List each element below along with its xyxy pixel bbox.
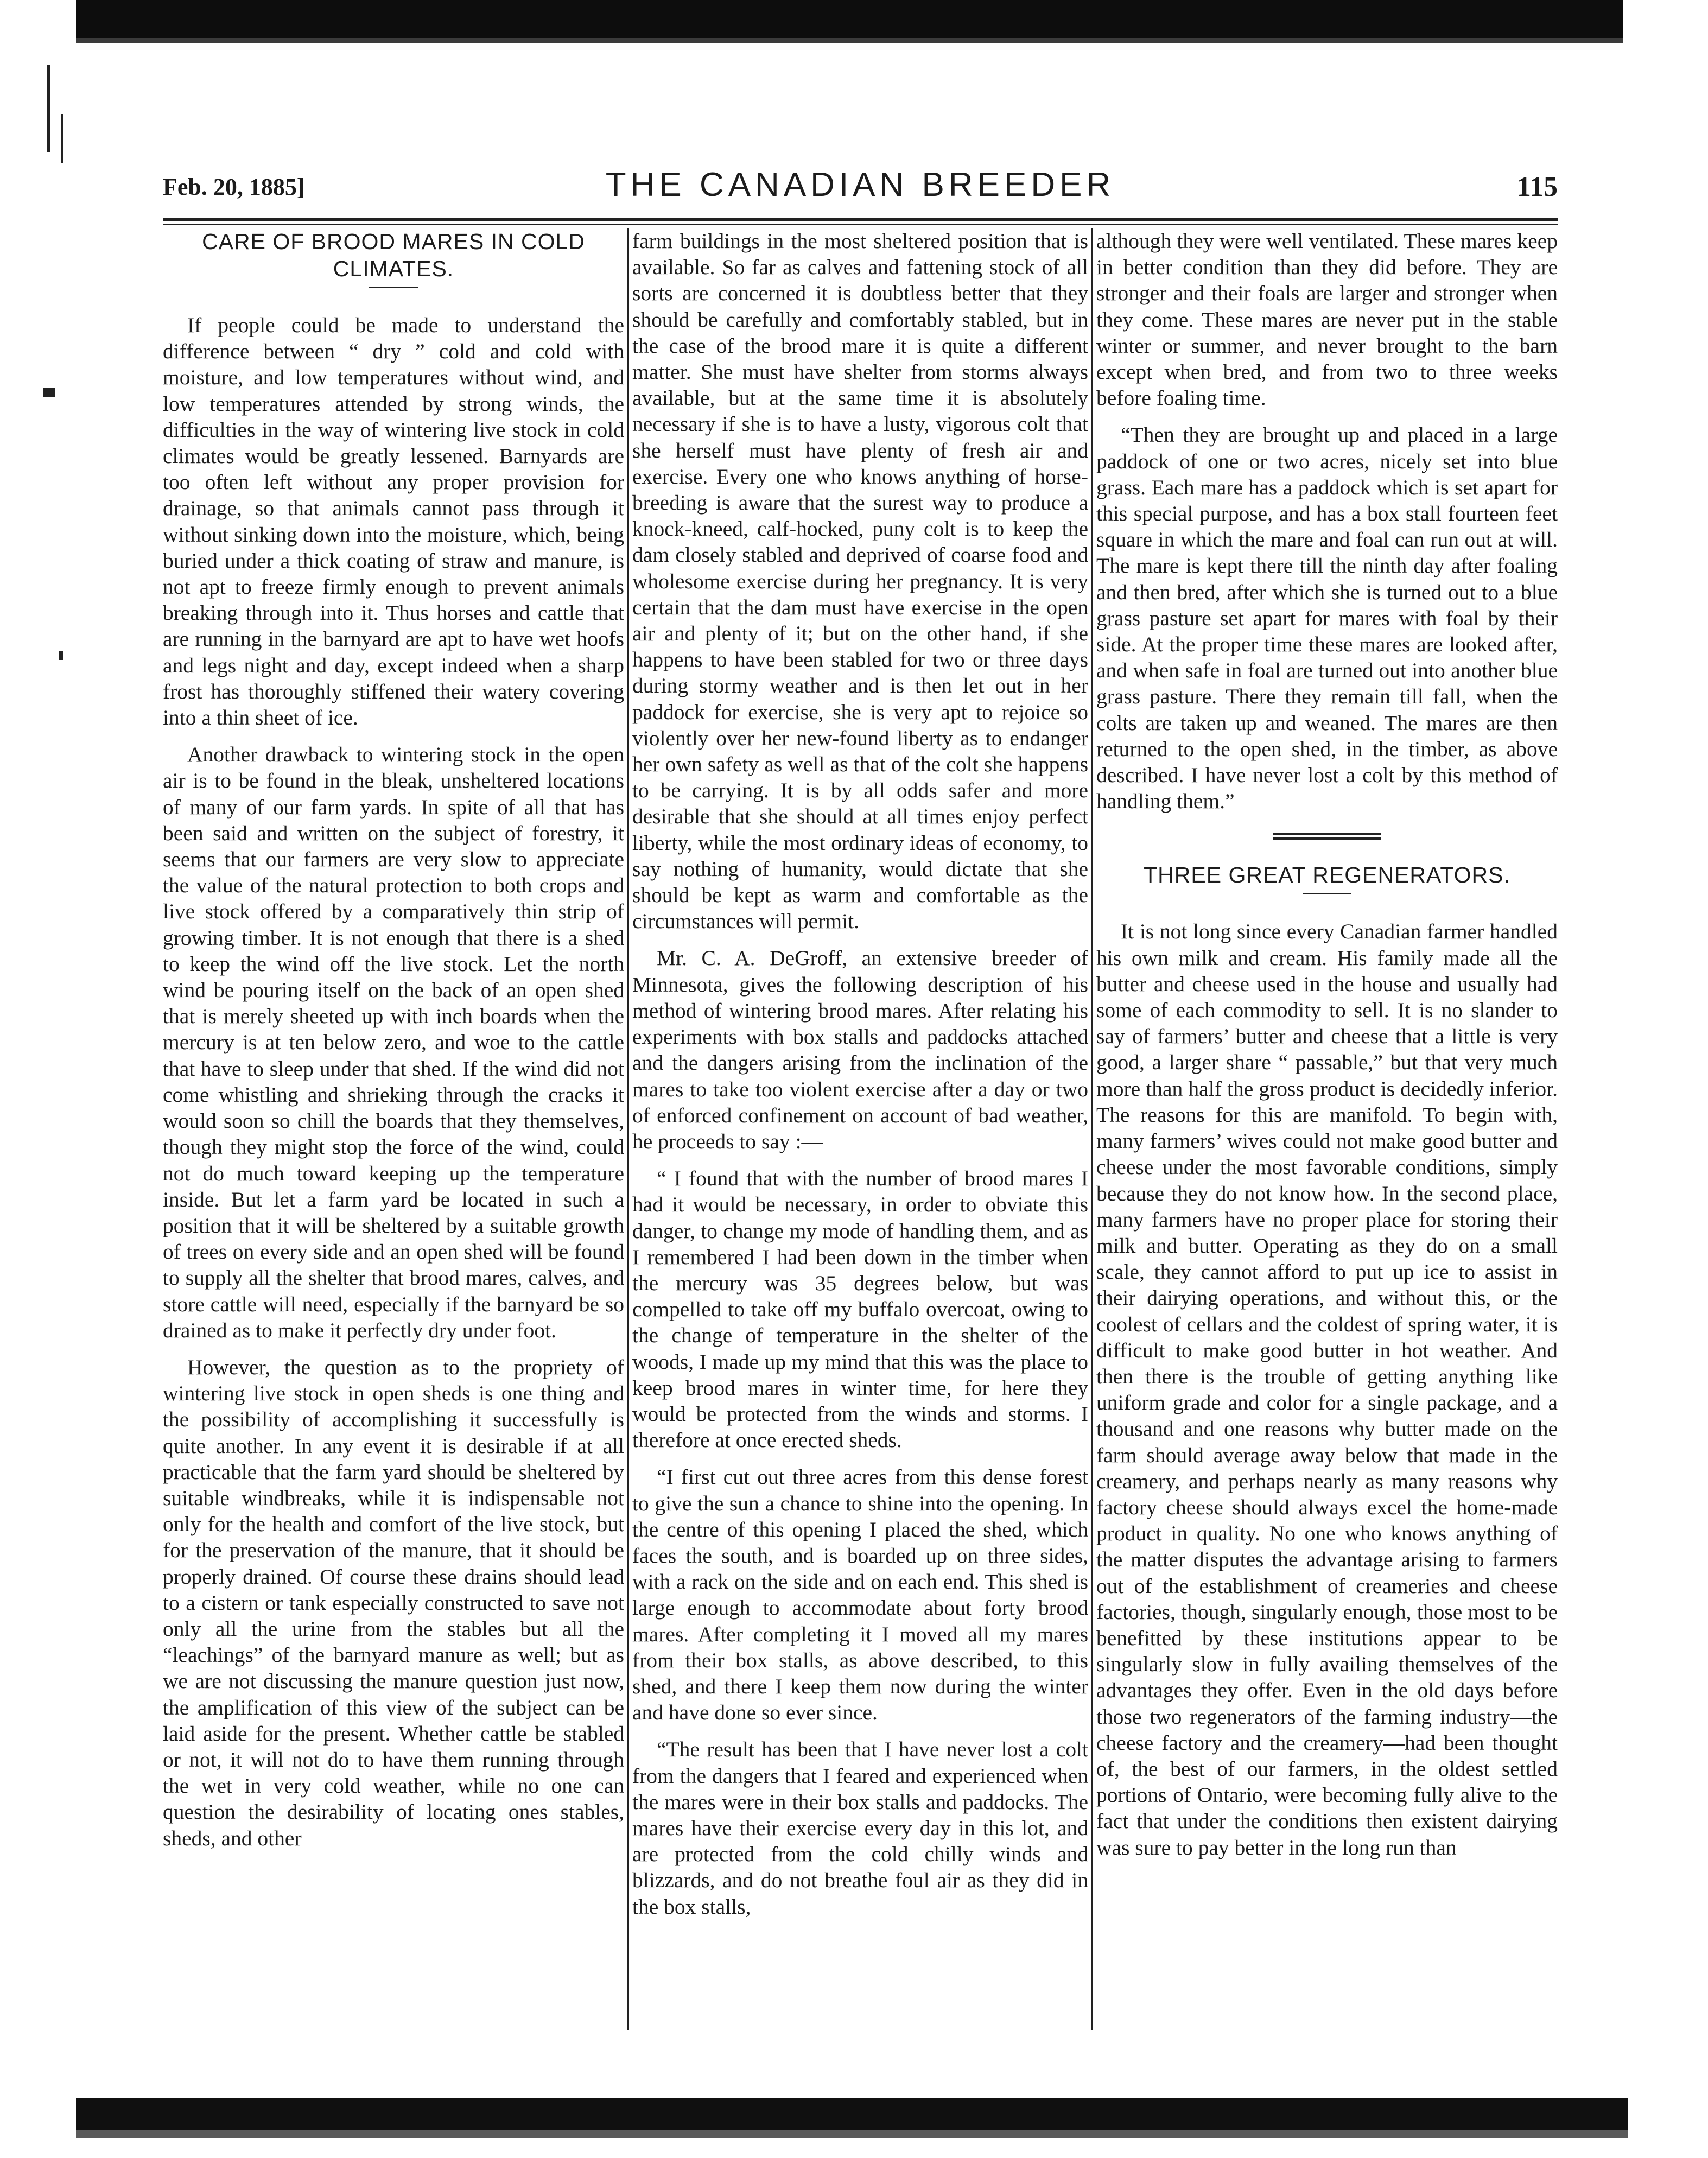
paragraph: “I first cut out three acres from this dense forest to give the sun a chance to shine into the opening. In the centre of this opening I placed the shed, which faces the south, and is boarded up on three sides, with a rack on the side and on each end. This shed is large enough to accommodate about forty brood mares. After completing it I moved all my mares from their box stalls, as above described, to this shed, and there I keep them now during the winter and have done so ever since.: [632, 1465, 1088, 1725]
paragraph-continued: although they were well ventilated. These mares keep in better condition than they did before. They are stronger and their foals are larger and stronger when they come. These mares are never put in the stable winter or summer, and never brought to the barn except when bred, and from two to three weeks before foaling time.: [1096, 229, 1558, 410]
margin-mark: [61, 114, 63, 163]
section-divider: [1273, 833, 1381, 840]
scan-border-top-shadow: [76, 38, 1623, 43]
paragraph: “ I found that with the number of brood mares I had it would be necessary, in order to obviate this danger, to change my mode of handling them, and as I remembered I had been down in the timber when the mercury was 35 degrees below, but was compelled to take off my buffalo overcoat, owing to the change of temperature in the shelter of the woods, I made up my mind that this was the place to keep brood mares in winter time, for here they would be protected from the winds and storms. I therefore at once erected sheds.: [632, 1166, 1088, 1452]
margin-mark: [43, 388, 55, 397]
header-rule-thick: [163, 218, 1558, 221]
paragraph: However, the question as to the propriety of wintering live stock in open sheds is one thing and the possibility of accomplishing it successfully is quite another. In any event it is desirable if at all practicable that the farm yard should be sheltered by suitable windbreaks, while it is indispensable not only for the health and comfort of the live stock, but for the preservation of the manure, that it should be properly drained. Of course these drains should lead to a cistern or tank especially constructed to save not only all the urine from the stables but all the “leachings” of the barnyard manure as well; but as we are not discussing the manure question just now, the amplification of this view of the subject can be laid aside for the present. Whether cattle be stabled or not, it will not do to have them running through the wet in very cold weather, while no one can question the desirability of locating ones stables, sheds, and other: [163, 1355, 624, 1850]
publication-title: THE CANADIAN BREEDER: [605, 166, 1115, 204]
page-number: 115: [1516, 172, 1558, 202]
scan-border-bottom: [76, 2098, 1628, 2130]
margin-mark: [59, 651, 63, 660]
title-rule: [369, 287, 418, 288]
paragraph-continued: farm buildings in the most sheltered position that is available. So far as calves and fattening stock of all sorts are concerned it is doubtless better that they should be carefully and comfortably stabled, but in the case of the brood mare it is quite a different matter. She must have shelter from storms always available, but at the same time it is absolutely necessary if she is to have a lusty, vigorous colt that she herself must have plenty of fresh air and exercise. Every one who knows anything of horse-breeding is aware that the surest way to produce a knock-kneed, calf-hocked, puny colt is to keep the dam closely stabled and deprived of coarse food and wholesome exercise during her pregnancy. It is very certain that the dam must have exercise in the open air and plenty of it; but on the other hand, if she happens to have been stabled for two or three days during stormy weather and is then let out in her paddock for exercise, she is very apt to rejoice so violently over her new-found liberty as to endanger her own safety as well as that of the colt she happens to be carrying. It is by all odds safer and more desirable that she should at all times enjoy perfect liberty, while the most ordinary ideas of economy, to say nothing of humanity, would dictate that she should be kept as warm and comfortable as the circumstances will permit.: [632, 229, 1088, 934]
title-rule: [1303, 893, 1351, 894]
column-1: [163, 228, 624, 2062]
article-title: THREE GREAT REGENERATORS.: [1144, 862, 1510, 888]
header-rule-thin: [163, 224, 1558, 225]
page-header: [163, 166, 1558, 214]
paragraph: It is not long since every Canadian farmer handled his own milk and cream. His family made all the butter and cheese used in the house and usually had some of each commodity to sell. It is no slander to say of farmers’ butter and cheese that a little is very good, a larger share “ passable,” but that very much more than half the gross product is decidedly inferior. The reasons for this are manifold. To begin with, many farmers’ wives could not make good butter and cheese under the most favorable conditions, simply because they do not know how. In the second place, many farmers have no proper place for storing their milk and butter. Operating as they do on a small scale, they cannot afford to put up ice to assist in their dairying operations, and without this, or the coolest of cellars and the coldest of spring water, it is difficult to make good butter in hot weather. And then there is the trouble of getting anything like uniform grade and color for a single package, and a thousand and one reasons why butter made on the farm should average away below that made in the creamery, and perhaps nearly as many reasons why factory cheese should always excel the home-made product in quality. No one who knows anything of the matter disputes the advantage arising to farmers out of the establishment of creameries and cheese factories, though, singularly enough, those most to be benefitted by these institutions appear to be singularly slow in fully availing themselves of the advantages they offer. Even in the old days before those two regenerators of the farming industry—the cheese factory and the creamery—had been thought of, the best of our farmers, in the oldest settled portions of Ontario, were becoming fully alive to the fact that under the conditions then existent dairying was sure to pay better in the long run than: [1096, 919, 1558, 1859]
paragraph: If people could be made to understand the difference between “ dry ” cold and cold with moisture, and low temperatures without wind, and low temperatures attended by strong winds, the difficulties in the way of wintering live stock in cold climates would be greatly lessened. Barnyards are too often left without any proper provision for drainage, so that animals cannot pass through it without sinking down into the moisture, which, being buried under a thick coating of straw and manure, is not apt to freeze firmly enough to prevent animals breaking through into it. Thus horses and cattle that are running in the barnyard are apt to have wet hoofs and legs night and day, except indeed when a sharp frost has thoroughly stiffened their watery covering into a thin sheet of ice.: [163, 313, 624, 730]
article-title: CARE OF BROOD MARES IN COLD CLIMATES.: [202, 229, 585, 281]
scan-border-top: [76, 0, 1623, 38]
paragraph: Another drawback to wintering stock in the open air is to be found in the bleak, unsheltered locations of many of our farm yards. In spite of all that has been said and written on the subject of forestry, it seems that our farmers are very slow to appreciate the value of the natural protection to both crops and live stock offered by a comparatively thin strip of growing timber. It is not enough that there is a shed to keep the wind off the live stock. Let the north wind be pouring itself on the back of an open shed that is merely sheeted up with inch boards when the mercury is at ten below zero, and woe to the cattle that have to sleep under that shed. If the wind did not come whistling and shrieking through the cracks it would soon so chill the boards that they themselves, though they might stop the force of the wind, could not do much toward keeping up the temperature inside. But let a farm yard be located in such a position that it will be sheltered by a suitable growth of trees on every side and an open shed will be found to supply all the shelter that brood mares, calves, and store cattle will need, especially if the barnyard be so drained as to make it perfectly dry under foot.: [163, 742, 624, 1342]
column-divider: [1091, 228, 1093, 2030]
paragraph: Mr. C. A. DeGroff, an extensive breeder of Minnesota, gives the following description of his method of wintering brood mares. After relating his experiments with box stalls and paddocks attached and the dangers arising from the inclination of the mares to take too violent exercise after a day or two of enforced confinement on account of bad weather, he proceeds to say :—: [632, 946, 1088, 1153]
issue-date: Feb. 20, 1885]: [163, 174, 305, 200]
column-3: [1096, 228, 1558, 2062]
margin-mark: [47, 65, 50, 152]
column-2: [632, 228, 1088, 2062]
scan-border-bottom-shadow: [76, 2130, 1628, 2138]
paragraph: “The result has been that I have never lost a colt from the dangers that I feared and experienced when the mares were in their box stalls and paddocks. The mares have their exercise every day in this lot, and are protected from the cold chilly winds and blizzards, and do not breathe foul air as they did in the box stalls,: [632, 1737, 1088, 1919]
column-divider: [627, 228, 629, 2030]
paragraph: “Then they are brought up and placed in a large paddock of one or two acres, nicely set into blue grass. Each mare has a paddock which is set apart for this special purpose, and has a box stall fourteen feet square in which the mare and foal can run out at will. The mare is kept there till the ninth day after foaling and then bred, after which she is turned out to a blue grass pasture set apart for mares with foal by their side. At the proper time these mares are looked after, and when safe in foal are turned out into another blue grass pasture. There they remain till fall, when the colts are taken up and weaned. The mares are then returned to the open shed, in the timber, as above described. I have never lost a colt by this method of handling them.”: [1096, 423, 1558, 814]
